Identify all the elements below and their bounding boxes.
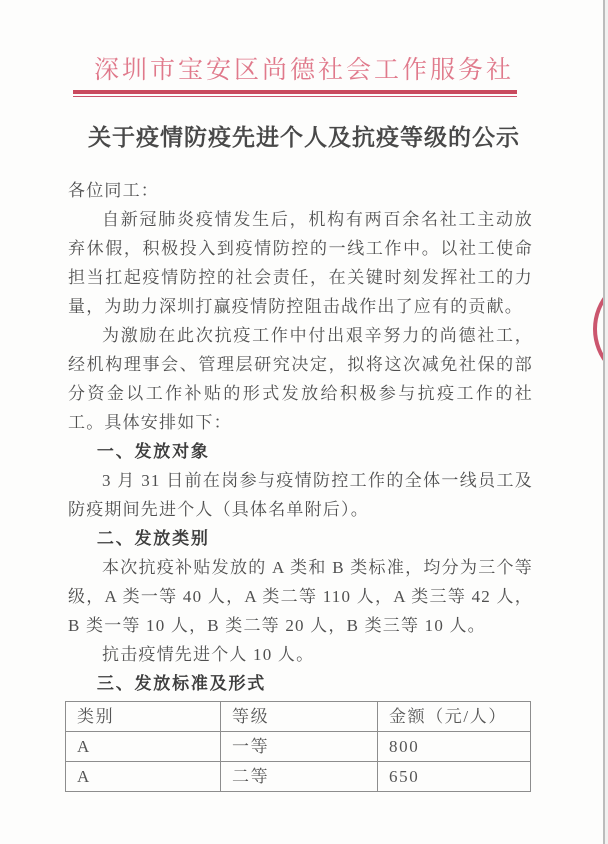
section-2-paragraph-2: 抗击疫情先进个人 10 人。 [102, 645, 315, 664]
table-header-amount: 金额（元/人） [378, 702, 531, 732]
header-divider-thick-line [73, 90, 517, 94]
document-body [68, 176, 533, 792]
table-cell-category: A [66, 732, 221, 762]
subsidy-table [65, 701, 531, 792]
table-cell-amount: 650 [378, 762, 531, 792]
document-title: 关于疫情防疫先进个人及抗疫等级的公示 [88, 125, 520, 150]
table-row [66, 732, 531, 762]
table-header-grade: 等级 [221, 702, 378, 732]
header-divider [73, 90, 517, 97]
table-row [66, 762, 531, 792]
table-header-category: 类别 [66, 702, 221, 732]
header-divider-thin-line [73, 96, 517, 98]
section-1-paragraph: 3 月 31 日前在岗参与疫情防控工作的全体一线员工及防疫期间先进个人（具体名单附后）。 [68, 471, 533, 519]
section-heading-2: 二、发放类别 [96, 529, 210, 548]
table-cell-grade: 一等 [221, 732, 378, 762]
paragraph-intro-1: 自新冠肺炎疫情发生后，机构有两百余名社工主动放弃休假，积极投入到疫情防控的一线工作中。以社工使命担当扛起疫情防控的社会责任，在关键时刻发挥社工的力量，为助力深圳打赢疫情防控阻击战作出了应有的贡献。 [68, 210, 533, 316]
section-heading-1: 一、发放对象 [96, 442, 210, 461]
table-header-row [66, 702, 531, 732]
table-cell-amount: 800 [378, 732, 531, 762]
organization-title: 深圳市宝安区尚德社会工作服务社 [93, 57, 514, 84]
section-2-paragraph-1: 本次抗疫补贴发放的 A 类和 B 类标准，均分为三个等级，A 类一等 40 人，A 类二等 110 人，A 类三等 42 人，B 类一等 10 人，B 类二等 20 人，B 类三等 10 人。 [68, 558, 533, 635]
paragraph-intro-2: 为激励在此次抗疫工作中付出艰辛努力的尚德社工，经机构理事会、管理层研究决定，拟将这次减免社保的部分资金以工作补贴的形式发放给积极参与抗疫工作的社工。具体安排如下： [68, 326, 533, 432]
section-heading-3: 三、发放标准及形式 [96, 674, 267, 693]
table-cell-category: A [66, 762, 221, 792]
salutation: 各位同工： [68, 181, 159, 200]
table-cell-grade: 二等 [221, 762, 378, 792]
